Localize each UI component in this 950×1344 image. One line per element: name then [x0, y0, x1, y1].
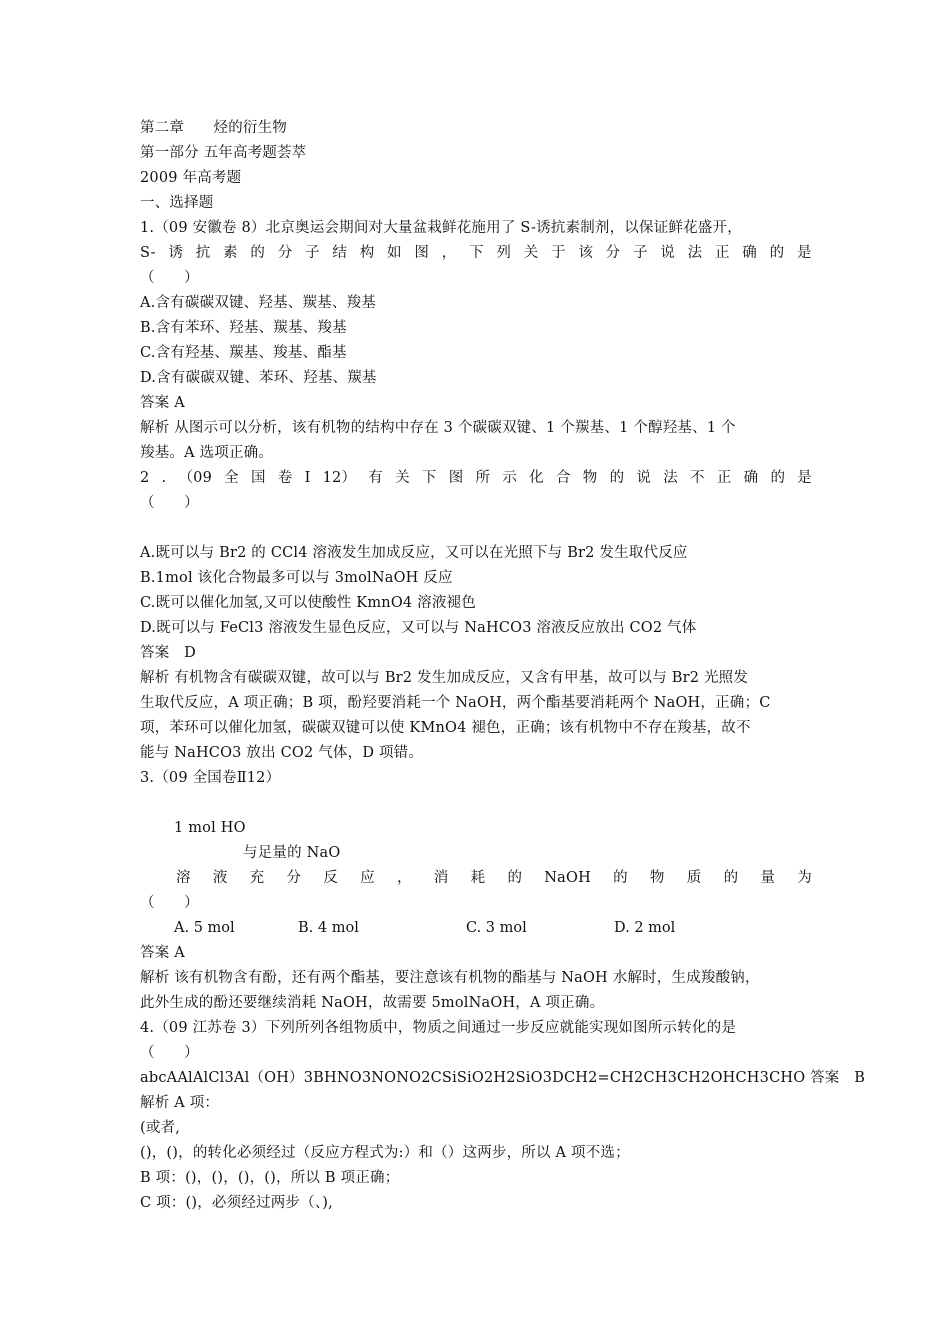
q1-char: 关 — [523, 245, 539, 261]
q1-answer: 答案 A — [140, 395, 185, 411]
q2-char: 是 — [797, 470, 812, 486]
q1-stem-line2 — [140, 241, 812, 266]
q2-answer-blank: （ ） — [140, 495, 199, 511]
q3-char: 量 — [760, 870, 776, 886]
q2-analysis-line4: 能与 NaHCO3 放出 CO2 气体，D 项错。 — [140, 745, 424, 761]
q3-title: 3.（09 全国卷Ⅱ12） — [140, 770, 281, 786]
q1-char: 分 — [277, 245, 293, 261]
q2-analysis-line2: 生取代反应，A 项正确；B 项，酚羟要消耗一个 NaOH，两个酯基要消耗两个 NaOH，正确；C — [140, 695, 771, 711]
q4-analysis-line4: B 项：()，()，()，()，所以 B 项正确； — [140, 1170, 400, 1186]
q1-option-b: B.含有苯环、羟基、羰基、羧基 — [140, 320, 347, 336]
q3-stem-line — [176, 866, 812, 891]
q2-char: 说 — [636, 470, 652, 486]
q3-char: 液 — [212, 870, 228, 886]
q1-analysis-line1: 解析 从图示可以分析，该有机物的结构中存在 3 个碳碳双键、1 个羰基、1 个醇羟基、1 个 — [140, 420, 736, 436]
section-heading: 一、选择题 — [140, 195, 214, 211]
q1-char: 该 — [578, 245, 594, 261]
q2-char: 所 — [475, 470, 491, 486]
q2-char: 示 — [502, 470, 518, 486]
q1-option-c: C.含有羟基、羰基、羧基、酯基 — [140, 345, 347, 361]
q2-char: 12） — [322, 470, 357, 486]
q2-char: 有 — [368, 470, 383, 486]
q3-char: 分 — [286, 870, 302, 886]
q1-char: 的 — [769, 245, 785, 261]
q4-analysis-line5: C 项：()，必须经过两步（、), — [140, 1195, 333, 1211]
q2-char: 的 — [609, 470, 625, 486]
q3-answer-blank: （ ） — [140, 895, 199, 911]
q1-char: 是 — [796, 245, 812, 261]
q3-option-d: D. 2 mol — [614, 920, 676, 936]
q2-analysis-line1: 解析 有机物含有碳碳双键，故可以与 Br2 发生加成反应，又含有甲基，故可以与 Br2 光照发 — [140, 670, 749, 686]
q1-char: 如 — [387, 245, 402, 261]
q1-char: 法 — [687, 245, 703, 261]
q1-char: 下 — [469, 245, 484, 261]
q4-analysis-line1: 解析 A 项： — [140, 1095, 220, 1111]
q2-char: 的 — [770, 470, 786, 486]
q2-char: 2 — [140, 470, 150, 486]
q1-char: 抗 — [195, 245, 211, 261]
q1-char: 素 — [223, 245, 238, 261]
q2-stem-line1 — [140, 466, 812, 491]
q2-char: 确 — [743, 470, 759, 486]
q2-analysis-line3: 项，苯环可以催化加氢，碳碳双键可以使 KMnO4 褪色，正确；该有机物中不存在羧基，故不 — [140, 720, 751, 736]
q4-answer-blank: （ ） — [140, 1045, 199, 1061]
q1-char: 于 — [550, 245, 566, 261]
q1-char: 结 — [332, 245, 348, 261]
q2-option-b: B.1mol 该化合物最多可以与 3molNaOH 反应 — [140, 570, 453, 586]
q3-char: 的 — [723, 870, 739, 886]
q2-char: . — [161, 470, 167, 486]
q1-option-a: A.含有碳碳双键、羟基、羰基、羧基 — [140, 295, 376, 311]
q2-char: 关 — [395, 470, 410, 486]
q2-option-c: C.既可以催化加氢,又可以使酸性 KmnO4 溶液褪色 — [140, 595, 476, 611]
q1-char: 正 — [714, 245, 730, 261]
q2-char: （09 — [178, 470, 213, 486]
q3-char: ， — [396, 870, 412, 886]
q1-char: 图 — [414, 245, 430, 261]
q3-analysis-line2: 此外生成的酚还要继续消耗 NaOH，故需要 5molNaOH，A 项正确。 — [140, 995, 605, 1011]
q3-char: 反 — [323, 870, 339, 886]
q3-option-b: B. 4 mol — [298, 920, 359, 936]
year-heading: 2009 年高考题 — [140, 170, 242, 186]
q3-char: 充 — [249, 870, 265, 886]
q1-option-d: D.含有碳碳双键、苯环、羟基、羰基 — [140, 370, 377, 386]
q1-char: S- — [140, 245, 156, 261]
q2-char: 正 — [716, 470, 732, 486]
q3-fragment-2: 与足量的 NaO — [243, 845, 341, 861]
q3-char: 的 — [613, 870, 628, 886]
q3-char: 的 — [507, 870, 523, 886]
q1-analysis-line2: 羧基。A 选项正确。 — [140, 445, 274, 461]
q2-char: Ⅰ — [304, 470, 311, 486]
q2-char: 合 — [555, 470, 571, 486]
q1-char: 子 — [305, 245, 320, 261]
q1-char: 的 — [250, 245, 266, 261]
q1-char: 说 — [660, 245, 675, 261]
q2-char: 国 — [250, 470, 266, 486]
q2-option-a: A.既可以与 Br2 的 CCl4 溶液发生加成反应，又可以在光照下与 Br2 发生取代反应 — [140, 545, 688, 561]
q3-char: 溶 — [176, 870, 191, 886]
q1-char: 诱 — [168, 245, 184, 261]
q2-char: 全 — [224, 470, 239, 486]
part-title: 第一部分 五年高考题荟萃 — [140, 145, 307, 161]
q4-stem-line1: 4.（09 江苏卷 3）下列所列各组物质中，物质之间通过一步反应就能实现如图所示转化的是 — [140, 1020, 737, 1036]
q1-char: 分 — [605, 245, 621, 261]
q2-answer: 答案 D — [140, 645, 196, 661]
q1-char: ， — [441, 245, 457, 261]
q3-char: 耗 — [470, 870, 486, 886]
q2-char: 卷 — [277, 470, 293, 486]
q1-char: 确 — [742, 245, 757, 261]
chapter-title: 第二章 烃的衍生物 — [140, 120, 287, 136]
q2-char: 化 — [529, 470, 544, 486]
q2-char: 下 — [421, 470, 437, 486]
q4-analysis-line3: ()，()，的转化必须经过（反应方程式为:）和（）这两步，所以 A 项不选； — [140, 1145, 630, 1161]
q3-answer: 答案 A — [140, 945, 185, 961]
q3-char: 物 — [649, 870, 665, 886]
q3-char: 质 — [686, 870, 702, 886]
q1-stem-line1: 1.（09 安徽卷 8）北京奥运会期间对大量盆栽鲜花施用了 S-诱抗素制剂，以保证鲜花盛开， — [140, 220, 742, 236]
q3-char: NaOH — [544, 870, 591, 886]
q3-option-c: C. 3 mol — [466, 920, 527, 936]
q3-analysis-line1: 解析 该有机物含有酚，还有两个酯基，要注意该有机物的酯基与 NaOH 水解时，生成羧酸钠， — [140, 970, 760, 986]
q3-char: 应 — [360, 870, 375, 886]
q2-char: 图 — [448, 470, 464, 486]
q4-table-line: abcAAlAlCl3Al（OH）3BHNO3NONO2CSiSiO2H2SiO3DCH2=CH2CH3CH2OHCH3CHO 答案 B — [140, 1070, 866, 1086]
q2-option-d: D.既可以与 FeCl3 溶液发生显色反应，又可以与 NaHCO3 溶液反应放出 CO2 气体 — [140, 620, 697, 636]
q1-char: 列 — [496, 245, 512, 261]
q3-char: 消 — [433, 870, 449, 886]
q3-char: 为 — [797, 870, 812, 886]
q1-char: 子 — [632, 245, 648, 261]
q2-char: 物 — [582, 470, 598, 486]
q1-answer-blank: （ ） — [140, 270, 199, 286]
q1-char: 构 — [359, 245, 375, 261]
q4-analysis-line2: (或者, — [140, 1120, 181, 1136]
q2-char: 法 — [663, 470, 678, 486]
q3-option-a: A. 5 mol — [174, 920, 235, 936]
q2-char: 不 — [690, 470, 705, 486]
q3-fragment-1: 1 mol HO — [174, 820, 246, 836]
